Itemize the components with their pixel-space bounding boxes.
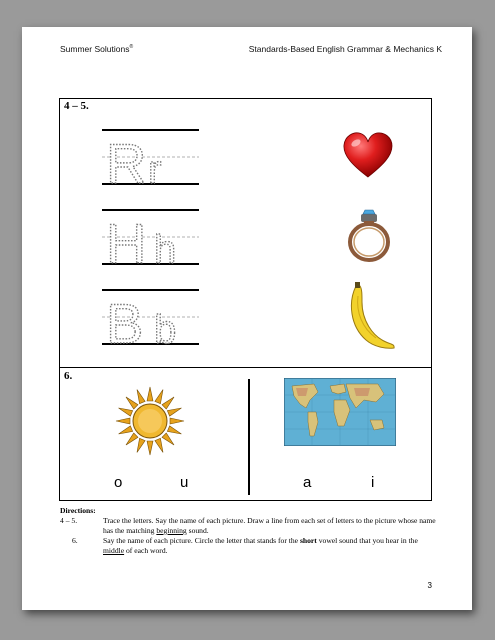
vowel-option-o[interactable]: o <box>114 474 123 491</box>
directions <box>60 506 438 556</box>
trace-upper-h: H <box>106 212 147 266</box>
vertical-divider <box>248 379 250 495</box>
bold-word-short: short <box>299 536 317 545</box>
direction-text-part: sound. <box>186 526 209 535</box>
section-divider <box>60 367 431 368</box>
trace-upper-r: R <box>106 132 147 186</box>
direction-text-6 <box>103 536 418 555</box>
direction-text-part: of each word. <box>124 546 168 555</box>
trace-lower-h: h <box>154 228 177 266</box>
trace-letters-row-h <box>102 209 199 266</box>
trace-letters-row-r <box>102 129 199 186</box>
exercise-box <box>59 98 432 501</box>
sun-icon <box>115 386 185 456</box>
banana-icon <box>342 282 397 352</box>
trace-lower-r: r <box>148 148 162 186</box>
trace-lower-b: b <box>154 308 177 346</box>
ring-icon <box>346 209 392 263</box>
vowel-option-i[interactable]: i <box>371 474 375 491</box>
direction-number-4-5: 4 – 5. <box>60 516 78 525</box>
header-left <box>60 44 133 54</box>
direction-text-part: Trace the letters. Say the name of each picture. Draw a line from each set of letters to the picture whose name has the matching <box>103 516 436 535</box>
direction-text-part: Say the name of each picture. Circle the letter that stands for the <box>103 536 300 545</box>
header-title: Summer Solutions <box>60 44 130 54</box>
section-number-4-5: 4 – 5. <box>64 100 89 112</box>
direction-item-6 <box>60 536 438 556</box>
trace-letters-row-b <box>102 289 199 346</box>
directions-title: Directions: <box>60 506 96 515</box>
worksheet-page <box>22 27 472 610</box>
world-map-icon <box>284 378 396 446</box>
registered-mark: ® <box>129 44 134 51</box>
direction-text-4-5 <box>103 516 436 535</box>
vowel-option-u[interactable]: u <box>180 474 189 491</box>
underlined-word-middle: middle <box>103 546 125 555</box>
vowel-option-a[interactable]: a <box>303 474 312 491</box>
trace-upper-b: B <box>106 292 144 346</box>
section-number-6: 6. <box>64 370 73 382</box>
underlined-word-beginning: beginning <box>156 526 187 535</box>
direction-number-6: 6. <box>72 536 78 545</box>
header-right: Standards-Based English Grammar & Mechanics K <box>248 44 442 54</box>
direction-text-part: vowel sound that you hear in the <box>316 536 418 545</box>
heart-icon <box>342 131 394 179</box>
page-number: 3 <box>427 581 432 590</box>
direction-item-4-5 <box>60 516 438 536</box>
